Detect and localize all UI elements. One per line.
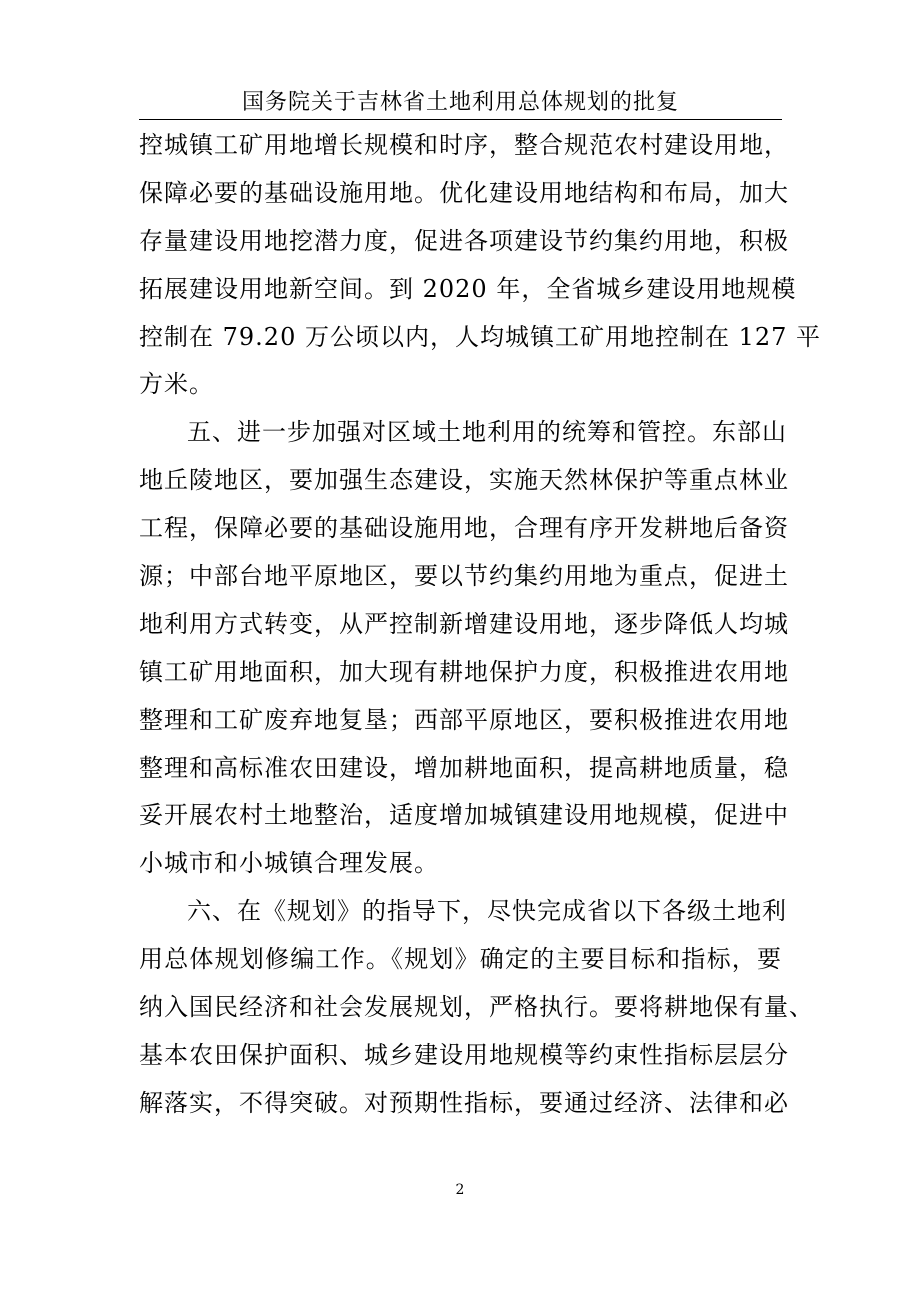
text-line: 五、进一步加强对区域土地利用的统筹和管控。东部山 (187, 418, 787, 447)
text-line: 方米。 (139, 370, 214, 399)
text-line: 整理和工矿废弃地复垦；西部平原地区，要积极推进农用地 (139, 705, 789, 734)
page-header-title: 国务院关于吉林省土地利用总体规划的批复 (139, 88, 782, 120)
text-line: 妥开展农村土地整治，适度增加城镇建设用地规模，促进中 (139, 801, 789, 830)
text-line: 地丘陵地区，要加强生态建设，实施天然林保护等重点林业 (139, 466, 789, 495)
text-line: 镇工矿用地面积，加大现有耕地保护力度，积极推进农用地 (139, 657, 789, 686)
text-line: 拓展建设用地新空间。到 2020 年，全省城乡建设用地规模 (139, 274, 797, 303)
text-line: 控制在 79.20 万公顷以内，人均城镇工矿用地控制在 127 平 (139, 322, 822, 351)
text-line: 存量建设用地挖潜力度，促进各项建设节约集约用地，积极 (139, 226, 789, 255)
text-line: 用总体规划修编工作。《规划》确定的主要目标和指标，要 (139, 945, 782, 974)
body-text (139, 122, 822, 1128)
text-line: 保障必要的基础设施用地。优化建设用地结构和布局，加大 (139, 178, 789, 207)
text-line: 控城镇工矿用地增长规模和时序，整合规范农村建设用地， (139, 131, 789, 159)
text-line: 六、在《规划》的指导下，尽快完成省以下各级土地利 (187, 897, 787, 926)
text-line: 小城市和小城镇合理发展。 (139, 849, 439, 878)
text-line: 基本农田保护面积、城乡建设用地规模等约束性指标层层分 (139, 1040, 789, 1069)
text-line: 解落实，不得突破。对预期性指标，要通过经济、法律和必 (139, 1088, 789, 1117)
text-line: 地利用方式转变，从严控制新增建设用地，逐步降低人均城 (139, 609, 789, 638)
page-number: 2 (455, 1182, 465, 1198)
text-line: 源；中部台地平原地区，要以节约集约用地为重点，促进土 (139, 562, 789, 591)
text-line: 整理和高标准农田建设，增加耕地面积，提高耕地质量，稳 (139, 753, 789, 782)
text-line: 纳入国民经济和社会发展规划，严格执行。要将耕地保有量、 (139, 993, 814, 1022)
text-line: 工程，保障必要的基础设施用地，合理有序开发耕地后备资 (139, 514, 789, 543)
